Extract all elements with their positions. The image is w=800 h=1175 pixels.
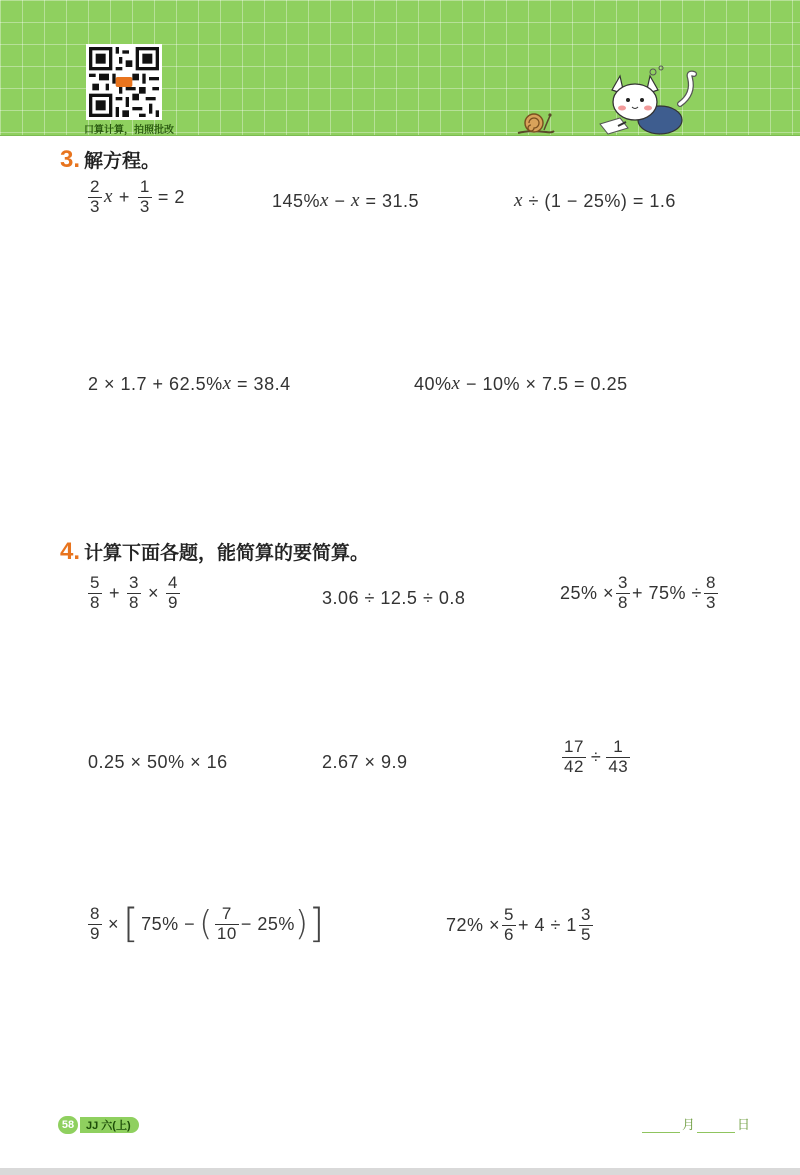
month-label: 月 (682, 1117, 696, 1132)
equation-rhs: = 38.4 (231, 373, 291, 394)
denominator: 42 (564, 756, 584, 776)
day-blank[interactable] (697, 1119, 735, 1133)
numerator: 8 (705, 573, 716, 592)
equation-5 (414, 373, 628, 395)
denominator: 9 (90, 923, 100, 943)
fraction (215, 905, 239, 943)
expression-text: 0.25 × 50% × 16 (88, 752, 228, 772)
operator: ÷ (590, 746, 602, 767)
term: 2 × 1.7 + 62.5% (88, 373, 223, 394)
fraction (606, 738, 630, 776)
operator: + (108, 582, 120, 603)
term: 75% − (141, 913, 196, 934)
equation-rhs: = 31.5 (359, 190, 419, 211)
equation-rest: ÷ (1 − 25%) = 1.6 (522, 190, 676, 211)
denominator: 3 (705, 592, 716, 612)
variable-x: x (320, 190, 329, 211)
page-bottom-edge (0, 1168, 800, 1175)
expression-text: 3.06 ÷ 12.5 ÷ 0.8 (322, 588, 466, 608)
cat-mascot-icon (598, 64, 708, 138)
equation-rhs: − 10% × 7.5 = 0.25 (460, 373, 628, 394)
denominator: 5 (580, 924, 591, 944)
denominator: 43 (608, 756, 629, 776)
fraction (579, 906, 593, 944)
numerator: 1 (613, 737, 624, 756)
expression-2 (322, 588, 465, 609)
equation-rhs: = 2 (157, 186, 185, 207)
left-paren: ( (199, 904, 213, 944)
qr-code-icon[interactable] (86, 44, 162, 120)
expression-text: 2.67 × 9.9 (322, 752, 408, 772)
term: 72% × (446, 914, 501, 935)
denominator: 8 (618, 592, 629, 612)
left-bracket: [ (122, 901, 140, 947)
expression-1 (86, 574, 182, 612)
expression-4 (88, 752, 228, 773)
equation-3 (514, 190, 676, 212)
expression-3 (560, 574, 720, 612)
fraction (88, 905, 102, 943)
operator: − (328, 190, 351, 211)
term: + 4 ÷ 1 (518, 914, 577, 935)
qr-code-graphic (89, 47, 159, 117)
fraction (562, 738, 586, 776)
fraction (127, 574, 141, 612)
denominator: 6 (504, 924, 515, 944)
variable-x: x (351, 190, 360, 211)
numerator: 1 (139, 177, 150, 196)
fraction (88, 178, 102, 216)
qr-caption: 口算计算，拍照批改 (84, 125, 174, 136)
denominator: 8 (90, 592, 100, 612)
day-label: 日 (737, 1117, 751, 1132)
right-paren: ) (294, 904, 309, 944)
equation-4 (88, 373, 291, 395)
expression-7 (86, 901, 325, 947)
term: − 25% (240, 913, 295, 934)
section-3-number: 3. (60, 146, 81, 173)
numerator: 2 (90, 177, 100, 196)
numerator: 5 (90, 573, 100, 592)
term: 25% × (560, 582, 615, 603)
numerator: 4 (167, 573, 178, 592)
fraction (166, 574, 180, 612)
numerator: 3 (618, 573, 629, 592)
variable-x: x (451, 373, 461, 394)
equation-1 (86, 178, 185, 216)
numerator: 3 (128, 573, 139, 592)
variable-x: x (222, 373, 232, 394)
variable-x: x (514, 190, 523, 211)
denominator: 3 (139, 196, 150, 216)
numerator: 3 (580, 905, 591, 924)
expression-8 (446, 906, 595, 944)
date-fill-in (640, 1114, 750, 1133)
expression-6 (560, 738, 632, 776)
book-tag: JJ 六(上) (80, 1117, 139, 1133)
operator: × (107, 913, 119, 934)
numerator: 8 (90, 903, 100, 923)
section-3-heading (60, 146, 160, 174)
section-3-title: 解方程。 (84, 151, 161, 172)
numerator: 5 (504, 905, 515, 924)
term: 145% (272, 190, 321, 211)
section-4-heading (60, 538, 369, 566)
fraction (616, 574, 630, 612)
fraction (502, 906, 516, 944)
term: + 75% ÷ (632, 582, 702, 603)
right-bracket: ] (308, 901, 325, 947)
snail-icon (516, 106, 556, 136)
fraction (704, 574, 718, 612)
term: 40% (414, 373, 452, 394)
section-4-number: 4. (60, 538, 81, 565)
month-blank[interactable] (642, 1119, 680, 1133)
denominator: 9 (167, 592, 178, 612)
denominator: 10 (216, 923, 237, 943)
variable-x: x (103, 186, 113, 208)
page-number: 58 (58, 1116, 78, 1134)
denominator: 3 (90, 196, 100, 216)
numerator: 7 (221, 903, 232, 923)
operator: + (118, 186, 130, 207)
section-4-title: 计算下面各题，能简算的要简算。 (84, 543, 370, 564)
fraction (88, 574, 102, 612)
fraction (138, 178, 152, 216)
operator: × (147, 582, 159, 603)
page-header (0, 0, 800, 136)
denominator: 8 (128, 592, 139, 612)
page-badge (58, 1116, 139, 1134)
numerator: 17 (564, 737, 584, 756)
expression-5 (322, 752, 408, 773)
equation-2 (272, 190, 419, 212)
